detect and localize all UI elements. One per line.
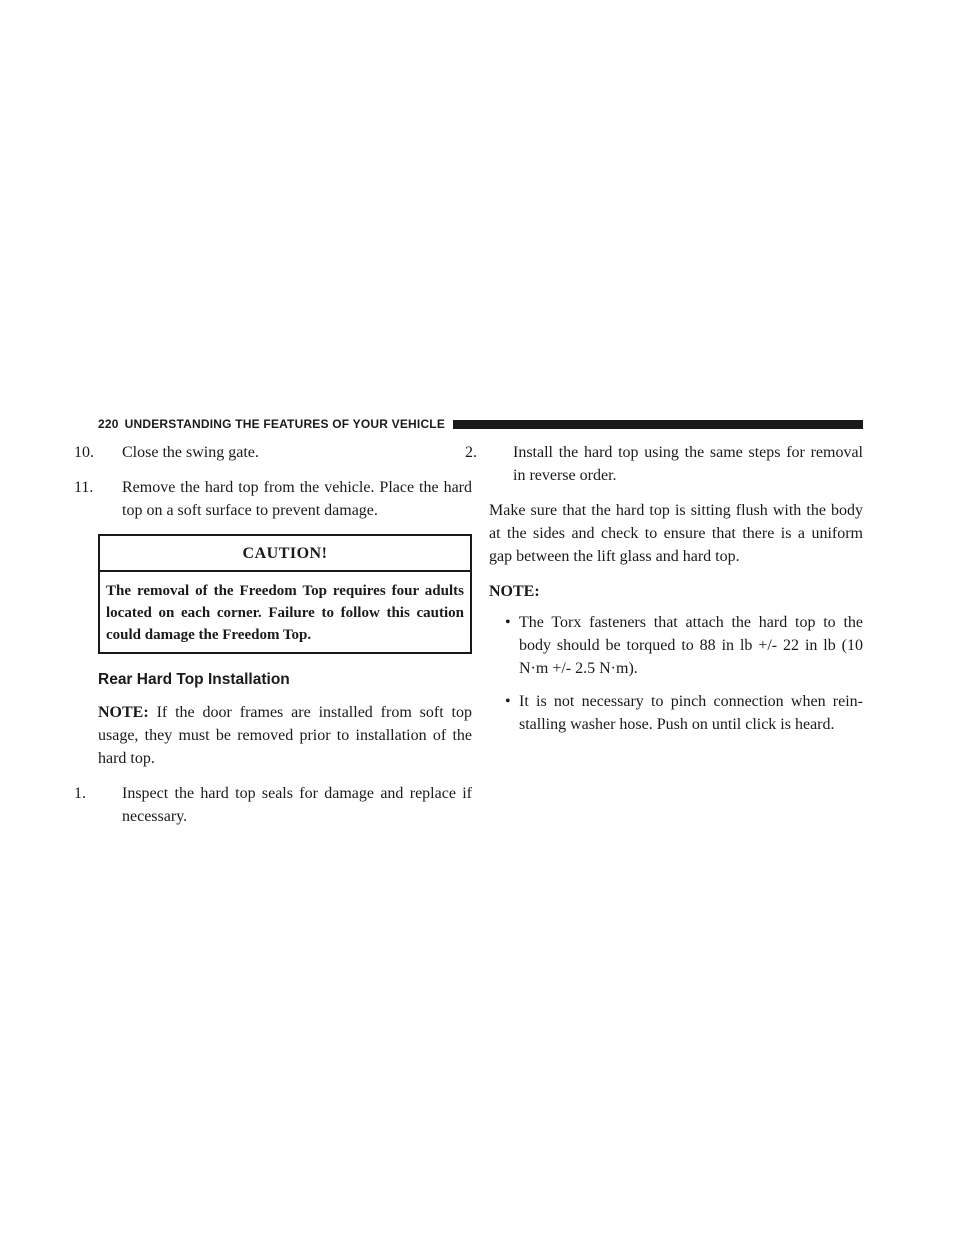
step-text: Inspect the hard top seals for damage and replace if necessary. <box>122 785 472 825</box>
flush-check-paragraph: Make sure that the hard top is sitting flush with the body at the sides and check to ensure that there is a uniform gap between the lift glass and hard top. <box>489 502 863 565</box>
bullet-icon: • <box>505 693 511 710</box>
left-column <box>74 441 472 840</box>
header-rule <box>453 420 863 429</box>
caution-title: CAUTION! <box>100 536 470 572</box>
caution-box <box>98 534 472 654</box>
step-10: 10. Close the swing gate. <box>74 444 259 461</box>
note-text: If the door frames are installed from soft top usage, they must be removed prior to installation of the hard top. <box>98 704 472 767</box>
step-2: 2. Install the hard top using the same steps for removal in reverse order. <box>465 444 863 484</box>
step-text: Close the swing gate. <box>122 444 259 461</box>
right-column <box>465 441 863 746</box>
step-text: Install the hard top using the same steps for removal in reverse order. <box>513 444 863 484</box>
bullet-item <box>489 690 863 736</box>
note-paragraph <box>98 701 472 770</box>
step-text: Remove the hard top from the vehicle. Place the hard top on a soft surface to prevent damage. <box>122 479 472 519</box>
note-label: NOTE: <box>98 704 149 721</box>
header-text <box>98 417 445 431</box>
section-heading: Rear Hard Top Installation <box>98 671 290 688</box>
page-header <box>98 416 863 432</box>
bullet-text: It is not necessary to pinch connection when rein-stalling washer hose. Push on until click is heard. <box>519 693 863 733</box>
bullet-text: The Torx fasteners that attach the hard top to the body should be torqued to 88 in lb +/- 22 in lb (10 N·m +/- 2.5 N·m). <box>519 614 863 677</box>
section-title: UNDERSTANDING THE FEATURES OF YOUR VEHICLE <box>124 417 446 431</box>
page-number: 220 <box>98 417 119 431</box>
step-1: 1. Inspect the hard top seals for damage and replace if necessary. <box>74 785 472 825</box>
note-label: NOTE: <box>489 583 540 600</box>
bullet-item <box>489 611 863 680</box>
caution-body: The removal of the Freedom Top requires four adults located on each corner. Failure to follow this caution could damage the Freedom Top. <box>106 583 464 643</box>
step-11: 11. Remove the hard top from the vehicle. Place the hard top on a soft surface to prevent damage. <box>74 479 472 519</box>
bullet-icon: • <box>505 614 511 631</box>
